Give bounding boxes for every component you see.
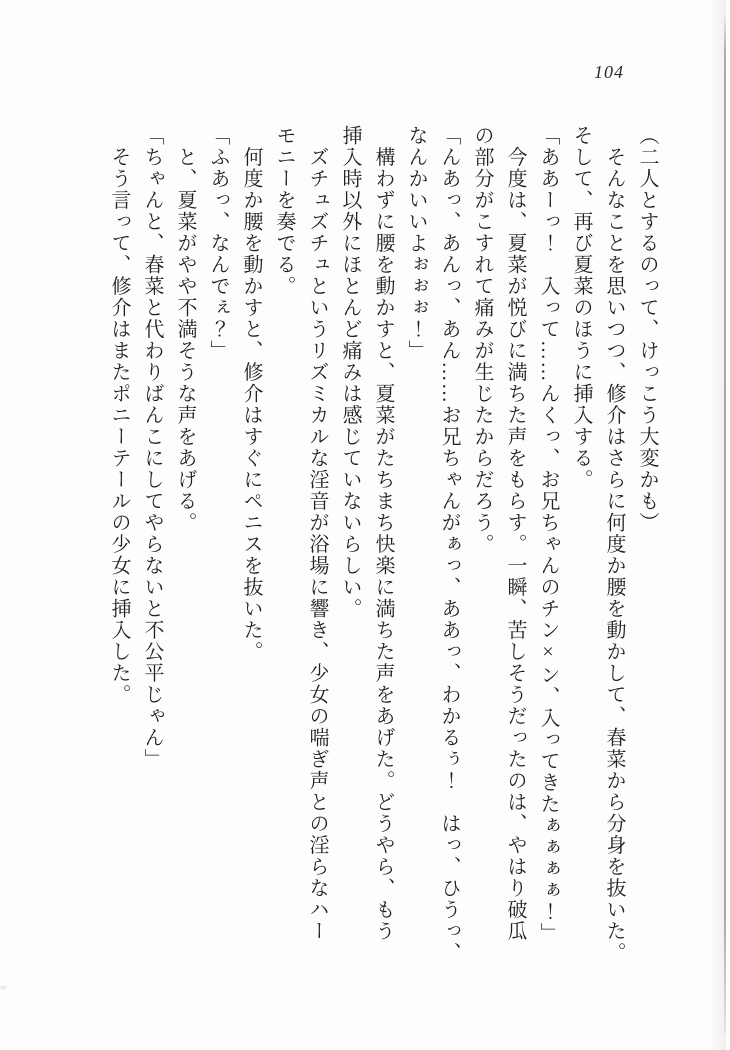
page-number: 104 — [594, 62, 624, 82]
text-line: モニーを奏でる。 — [273, 125, 295, 297]
text-line: そして、再び夏菜のほうに挿入する。 — [570, 125, 592, 491]
text-line: の部分がこすれて痛みが生じたからだろう。 — [471, 125, 493, 555]
text-line: （二人とするのって、けっこう大変かも） — [636, 125, 658, 534]
text-line: そんなことを思いつつ、修介はさらに何度か腰を動かして、春菜から分身を抜いた。 — [603, 125, 625, 964]
scan-smudge — [0, 985, 7, 990]
page-edge-shading — [710, 0, 726, 1050]
text-line: 挿入時以外にほとんど痛みは感じていないらしい。 — [339, 125, 361, 620]
text-line: と、夏菜がやや不満そうな声をあげる。 — [174, 125, 196, 534]
text-line: 今度は、夏菜が悦びに満ちた声をもらす。一瞬、苦しそうだったのは、やはり破瓜 — [504, 125, 526, 942]
text-line: ズチュズチュというリズミカルな淫音が浴場に響き、少女の喘ぎ声との淫らなハー — [306, 125, 328, 942]
text-line: 「んあっ、あんっ、あん……お兄ちゃんがぁっ、ああっ、わかるぅ！ はっ、ひうっ、 — [438, 125, 460, 964]
text-line: 何度か腰を動かすと、修介はすぐにペニスを抜いた。 — [240, 125, 262, 663]
body-text — [101, 125, 663, 967]
text-line: 「ああーっ！ 入って……んくっ、お兄ちゃんのチン×ン、入ってきたぁぁぁぁ！」 — [537, 125, 559, 944]
text-line: そう言って、修介はまたポニーテールの少女に挿入した。 — [108, 125, 130, 706]
text-line: なんかいいよぉぉぉ！」 — [405, 125, 427, 362]
text-line: 「ちゃんと、春菜と代わりばんこにしてやらないと不公平じゃん」 — [141, 125, 163, 770]
text-line: 構わずに腰を動かすと、夏菜がたちまち快楽に満ちた声をあげた。どうやら、もう — [372, 125, 394, 942]
text-line: 「ふあっ、なんでぇ？」 — [207, 125, 229, 362]
page-edge — [724, 12, 726, 1034]
